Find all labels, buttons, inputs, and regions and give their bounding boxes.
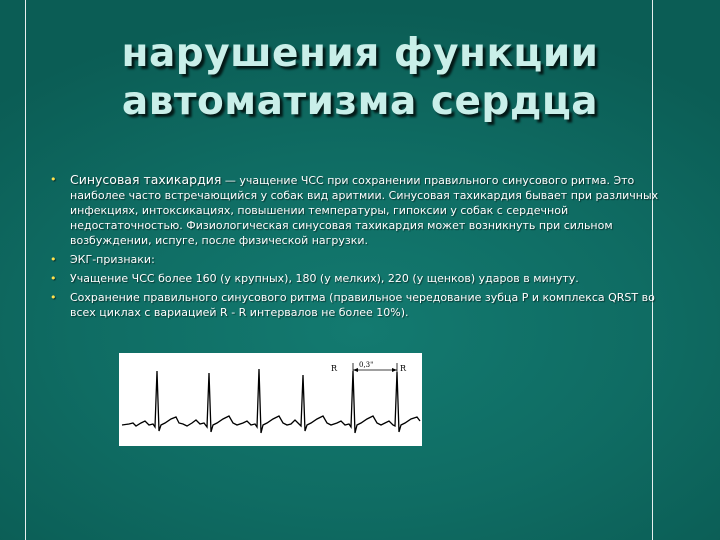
ecg-label-interval: 0,3"	[359, 361, 374, 369]
bullet-item-sinus-rhythm	[50, 290, 670, 320]
ecg-arrowhead-left-icon	[353, 368, 358, 372]
ecg-arrowhead-right-icon	[392, 368, 397, 372]
bullet-dot-icon: •	[50, 272, 57, 285]
bullet-text: Учащение ЧСС более 160 (у крупных), 180 (у мелких), 220 (у щенков) ударов в минуту.	[70, 272, 579, 285]
bullet-lead-term: Синусовая тахикардия	[70, 172, 222, 187]
bullet-text: Сохранение правильного синусового ритма (правильное чередование зубца P и комплекса QRST во всех циклах с вариацией R - R интервалов не более 10%).	[70, 291, 655, 319]
ecg-label-r-right: R	[400, 364, 407, 373]
bullet-text: ЭКГ-признаки:	[70, 253, 155, 266]
ecg-waveform	[122, 369, 420, 433]
bullet-dot-icon: •	[50, 291, 57, 304]
bullet-dot-icon: •	[50, 253, 57, 266]
bullet-dot-icon: •	[50, 173, 57, 186]
ecg-trace-svg	[119, 353, 422, 446]
bullet-item-ecg-signs	[50, 252, 670, 267]
ecg-label-r-left: R	[331, 364, 338, 373]
bullet-item-heart-rate	[50, 271, 670, 286]
title-line-2: автоматизма сердца	[121, 79, 599, 124]
bullet-list	[50, 172, 670, 324]
bullet-text: — учащение ЧСС при сохранении правильного синусового ритма. Это наиболее часто встречающийся у собак вид аритмии. Синусовая тахикардия бывает при различных инфекциях, интоксикациях, повышении температуры, гипоксии у собак с сердечной недостаточностью. Физиологическая синусовая тахикардия может возникнуть при сильном возбуждении, испуге, после физической нагрузки.	[70, 174, 659, 247]
left-vertical-rule	[25, 0, 26, 540]
title-line-1: нарушения функции	[121, 31, 599, 76]
slide-title	[40, 30, 680, 126]
bullet-item-sinus-tachycardia	[50, 172, 670, 248]
ecg-strip-image	[119, 353, 422, 446]
